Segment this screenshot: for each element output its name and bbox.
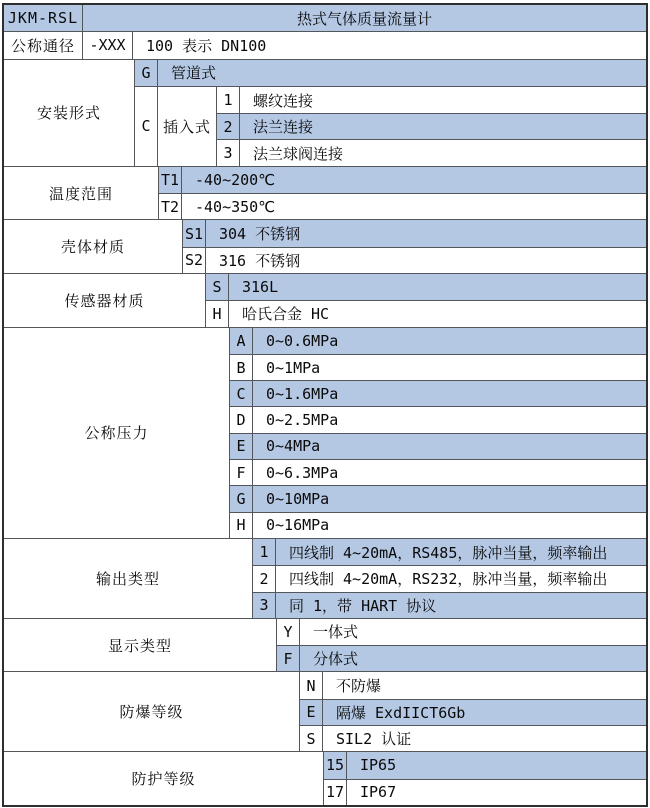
option-code: Y [277, 619, 300, 645]
option-code: 3 [217, 140, 240, 165]
explosion-proof-body [300, 672, 646, 751]
option-code: T1 [159, 167, 182, 193]
option-row [300, 699, 646, 725]
option-value: 四线制 4~20mA，RS232，脉冲当量，频率输出 [289, 570, 608, 589]
option-row [217, 87, 646, 113]
option-code: F [230, 460, 253, 485]
output-type-body [253, 539, 646, 618]
option-value: 0~10MPa [266, 489, 330, 508]
option-row [217, 139, 646, 165]
header-row [4, 5, 646, 31]
option-row [324, 779, 646, 805]
option-code: H [206, 301, 229, 326]
nominal-pressure-label: 公称压力 [4, 328, 230, 538]
option-value: 0~6.3MPa [266, 463, 339, 482]
option-code: S [206, 274, 229, 300]
option-code: E [230, 434, 253, 459]
group-nominal-pressure [4, 327, 646, 538]
option-value: 304 不锈钢 [219, 225, 301, 244]
option-value: -40~350℃ [195, 197, 276, 216]
option-value: 0~16MPa [266, 516, 330, 535]
option-row [159, 167, 646, 193]
option-code: A [230, 328, 253, 354]
option-code: N [300, 672, 323, 698]
group-installation [4, 59, 646, 166]
sensor-material-body [206, 274, 646, 327]
temperature-label: 温度范围 [4, 167, 159, 220]
option-code: H [230, 513, 253, 538]
installation-body [135, 60, 646, 166]
option-value: 管道式 [171, 64, 217, 83]
nominal-diameter-body [83, 32, 646, 58]
option-code: S2 [183, 248, 206, 273]
option-value: 分体式 [313, 650, 359, 669]
option-row [183, 220, 646, 246]
nominal-diameter-label: 公称通径 [4, 32, 83, 58]
option-row [230, 380, 646, 406]
output-type-label: 输出类型 [4, 539, 253, 618]
option-row [324, 752, 646, 778]
option-code: F [277, 646, 300, 671]
option-value: IP67 [360, 783, 397, 802]
option-row [183, 247, 646, 273]
option-row [230, 485, 646, 511]
option-row [230, 406, 646, 432]
product-title: 热式气体质量流量计 [296, 9, 432, 28]
nominal-diameter-value: 100 表示 DN100 [146, 36, 267, 55]
option-value: 四线制 4~20mA，RS485，脉冲当量，频率输出 [289, 543, 608, 562]
option-value: 同 1，带 HART 协议 [289, 596, 437, 615]
option-value: 不防爆 [336, 677, 382, 696]
option-row [230, 459, 646, 485]
option-code: 3 [253, 593, 276, 618]
display-type-label: 显示类型 [4, 619, 277, 672]
option-code: 17 [324, 780, 347, 805]
nominal-diameter-code: -XXX [83, 32, 133, 58]
option-row [277, 645, 646, 671]
header-title-wrap [83, 5, 646, 31]
option-value: 法兰连接 [253, 118, 314, 137]
group-output-type [4, 538, 646, 618]
option-value: 哈氏合金 HC [242, 305, 330, 324]
explosion-proof-label: 防爆等级 [4, 672, 300, 751]
option-value: 隔爆 ExdIICT6Gb [336, 703, 466, 722]
installation-pipe-row [135, 60, 646, 86]
option-value: IP65 [360, 756, 397, 775]
option-code: 1 [217, 87, 240, 113]
nominal-diameter-row [83, 32, 646, 58]
option-code: 1 [253, 539, 276, 565]
option-code: G [230, 486, 253, 511]
option-row [230, 354, 646, 380]
installation-label: 安装形式 [4, 60, 135, 166]
option-row [253, 565, 646, 591]
option-value: 0~1MPa [266, 358, 321, 377]
option-value: 0~4MPa [266, 437, 321, 456]
sensor-material-label: 传感器材质 [4, 274, 206, 327]
insertion-code: C [135, 87, 158, 166]
group-sensor-material [4, 273, 646, 327]
option-value: 0~1.6MPa [266, 384, 339, 403]
option-value: SIL2 认证 [336, 730, 412, 749]
option-row [300, 672, 646, 698]
spec-selection-table [2, 3, 648, 807]
option-code: 2 [217, 114, 240, 139]
option-value: 0~0.6MPa [266, 331, 339, 350]
option-row [253, 539, 646, 565]
option-code: T2 [159, 194, 182, 219]
option-value: -40~200℃ [195, 170, 276, 189]
temperature-body [159, 167, 646, 220]
option-code: E [300, 700, 323, 725]
housing-material-label: 壳体材质 [4, 220, 183, 273]
group-housing-material [4, 219, 646, 273]
group-temperature [4, 166, 646, 220]
option-row [230, 433, 646, 459]
option-value: 316 不锈钢 [219, 251, 301, 270]
option-code: C [230, 381, 253, 406]
option-row [230, 328, 646, 354]
housing-material-body [183, 220, 646, 273]
option-row [206, 274, 646, 300]
option-row [206, 300, 646, 326]
option-value: 一体式 [313, 623, 359, 642]
group-protection-class [4, 751, 646, 805]
protection-class-label: 防护等级 [4, 752, 324, 805]
option-row [217, 113, 646, 139]
group-explosion-proof [4, 671, 646, 751]
group-display-type [4, 618, 646, 672]
option-code: S1 [183, 220, 206, 246]
option-code: G [135, 60, 158, 86]
option-code: S [300, 726, 323, 751]
option-code: B [230, 355, 253, 380]
option-value: 法兰球阀连接 [253, 144, 344, 163]
model-code: JKM-RSL [4, 5, 83, 31]
option-value: 0~2.5MPa [266, 411, 339, 430]
display-type-body [277, 619, 646, 672]
nominal-pressure-body [230, 328, 646, 538]
option-row [277, 619, 646, 645]
option-value: 316L [242, 278, 279, 297]
option-code: D [230, 407, 253, 432]
option-row [253, 592, 646, 618]
option-value: 螺纹连接 [253, 91, 314, 110]
insertion-name: 插入式 [158, 87, 217, 166]
installation-insertion-sub [135, 86, 646, 166]
insertion-options [217, 87, 646, 166]
option-row [300, 725, 646, 751]
header-title-row [83, 5, 646, 31]
option-code: 2 [253, 566, 276, 591]
option-row [159, 193, 646, 219]
option-row [230, 512, 646, 538]
protection-class-body [324, 752, 646, 805]
group-nominal-diameter [4, 31, 646, 58]
option-code: 15 [324, 752, 347, 778]
